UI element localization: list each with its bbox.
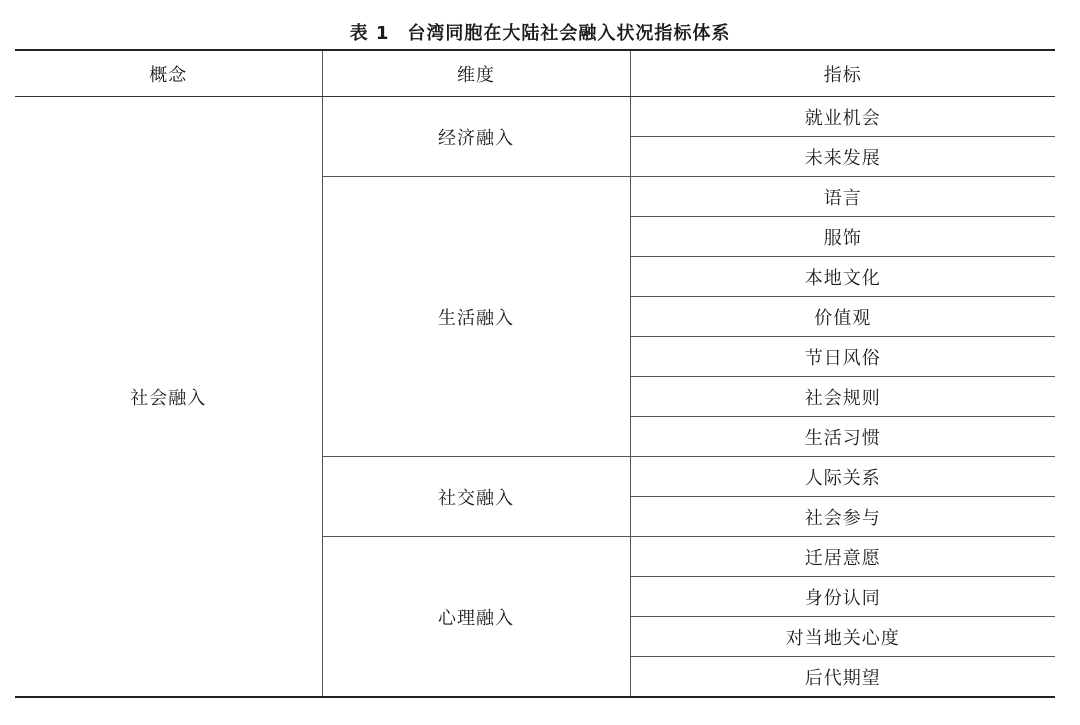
- indicator-table: [15, 49, 1055, 698]
- indicator-cell: 后代期望: [630, 657, 1055, 698]
- concept-cell: 社会融入: [15, 97, 322, 698]
- indicator-cell: 身份认同: [630, 577, 1055, 617]
- indicator-cell: 对当地关心度: [630, 617, 1055, 657]
- dimension-cell: 生活融入: [322, 177, 630, 457]
- table-caption: [0, 20, 1080, 48]
- table-row: [15, 97, 1055, 137]
- dimension-cell: 经济融入: [322, 97, 630, 177]
- header-row: [15, 50, 1055, 97]
- header-dimension: 维度: [322, 50, 630, 97]
- header-concept: 概念: [15, 50, 322, 97]
- indicator-cell: 迁居意愿: [630, 537, 1055, 577]
- indicator-cell: 社会规则: [630, 377, 1055, 417]
- indicator-cell: 人际关系: [630, 457, 1055, 497]
- indicator-cell: 本地文化: [630, 257, 1055, 297]
- dimension-cell: 社交融入: [322, 457, 630, 537]
- table-title: 台湾同胞在大陆社会融入状况指标体系: [407, 23, 731, 44]
- header-indicator: 指标: [630, 50, 1055, 97]
- indicator-cell: 就业机会: [630, 97, 1055, 137]
- indicator-cell: 价值观: [630, 297, 1055, 337]
- table-number: 表 1: [349, 23, 390, 44]
- indicator-cell: 服饰: [630, 217, 1055, 257]
- dimension-cell: 心理融入: [322, 537, 630, 698]
- indicator-cell: 生活习惯: [630, 417, 1055, 457]
- indicator-cell: 社会参与: [630, 497, 1055, 537]
- indicator-cell: 语言: [630, 177, 1055, 217]
- indicator-cell: 节日风俗: [630, 337, 1055, 377]
- indicator-cell: 未来发展: [630, 137, 1055, 177]
